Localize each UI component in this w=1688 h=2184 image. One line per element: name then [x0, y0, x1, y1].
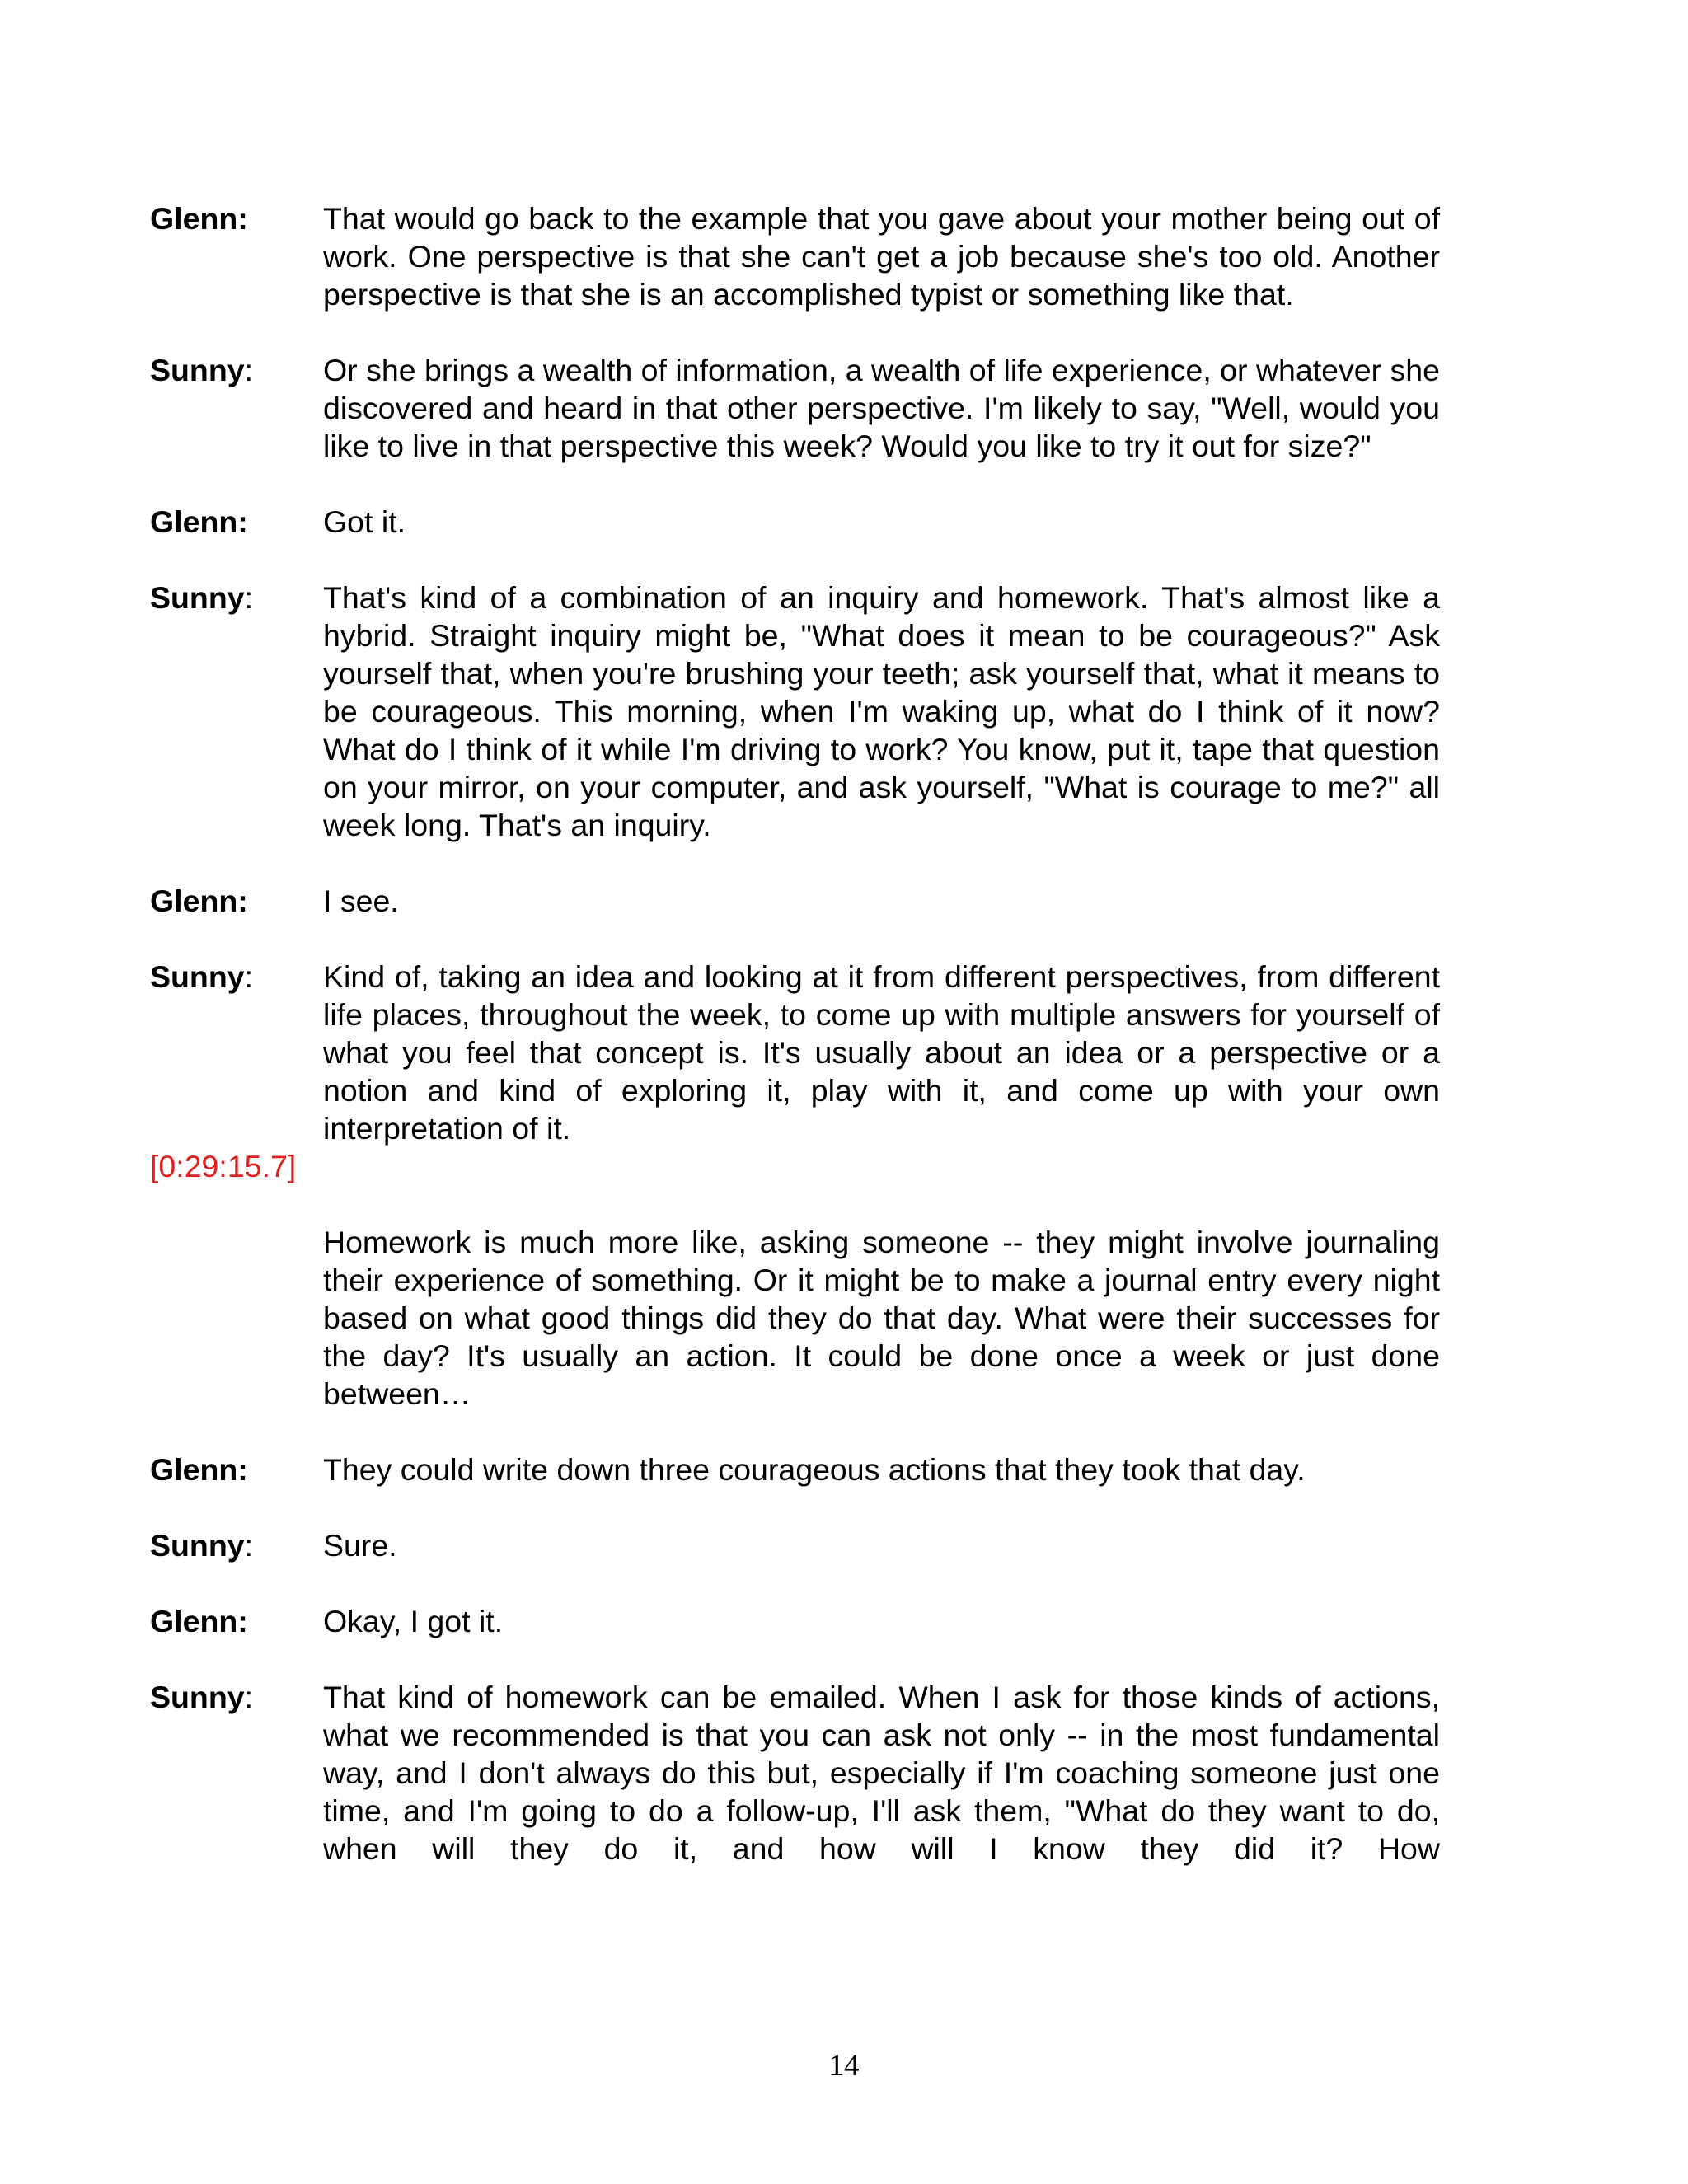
speech-text: Or she brings a wealth of information, a wealth of life experience, or whatever she discovered and heard in that other perspective. I'm likely to say, "Well, would you like to live in that perspective this week? Would you like to try it out for size?": [323, 353, 1440, 463]
speech-text: Sure.: [323, 1528, 397, 1563]
speaker-name: Sunny: [150, 353, 245, 387]
page-number: 14: [828, 2049, 860, 2083]
speech-text: That kind of homework can be emailed. When I ask for those kinds of actions, what we recommended is that you can ask not only -- in the most fundamental way, and I don't always do this but, especially if I'm coaching someone just one time, and I'm going to do a follow-up, I'll ask them, "What do they want to do, when will they do it, and how will I know they did it? How: [323, 1680, 1440, 1866]
speaker-label: [150, 503, 323, 541]
speaker-name: Glenn: [150, 883, 238, 918]
speaker-label: [150, 579, 323, 616]
speaker-label: [150, 351, 323, 389]
speaker-colon: :: [244, 1680, 254, 1714]
speaker-name: Glenn: [150, 504, 238, 539]
speaker-colon: :: [237, 201, 248, 236]
speaker-name: Glenn: [150, 1604, 238, 1638]
transcript: [150, 199, 1440, 1905]
speech-text: That would go back to the example that you gave about your mother being out of work. One perspective is that she can't get a job because she's too old. Another perspective is that she is an accomplished typist or something like that.: [323, 201, 1440, 312]
speech-text: Homework is much more like, asking someone -- they might involve journaling their experience of something. Or it might be to make a journal entry every night based on what good things did they do that day. What were their successes for the day? It's usually an action. It could be done once a week or just done between…: [323, 1225, 1440, 1411]
dialogue-entry: [150, 1526, 1440, 1564]
speaker-name: Sunny: [150, 580, 245, 615]
speaker-name: Sunny: [150, 959, 245, 994]
speaker-colon: :: [237, 504, 248, 539]
dialogue-entry: [150, 351, 1440, 465]
speaker-colon: :: [244, 353, 254, 387]
speaker-name: Sunny: [150, 1680, 245, 1714]
dialogue-entry: [150, 199, 1440, 313]
speech-text: That's kind of a combination of an inquiry and homework. That's almost like a hybrid. Straight inquiry might be, "What does it mean to be courageous?" Ask yourself that, when you're brushing your teeth; ask yourself that, what it means to be courageous. This morning, when I'm waking up, what do I think of it now? What do I think of it while I'm driving to work? You know, put it, tape that question on your mirror, on your computer, and ask yourself, "What is courage to me?" all week long. That's an inquiry.: [323, 580, 1440, 842]
speaker-name: Glenn: [150, 201, 238, 236]
speaker-label: [150, 958, 323, 996]
speaker-colon: :: [244, 1528, 254, 1563]
speaker-label: [150, 882, 323, 920]
speaker-colon: :: [244, 580, 254, 615]
dialogue-entry: [150, 579, 1440, 844]
speaker-name: Glenn: [150, 1452, 238, 1487]
dialogue-entry: [150, 1223, 1440, 1413]
speaker-name: Sunny: [150, 1528, 245, 1563]
dialogue-entry: [150, 1678, 1440, 1868]
timestamp: [0:29:15.7]: [150, 1149, 297, 1183]
dialogue-entry: [150, 1451, 1440, 1488]
speaker-label: [150, 1451, 323, 1488]
dialogue-entry: [150, 503, 1440, 541]
dialogue-entry: [150, 1602, 1440, 1640]
speech-text: I see.: [323, 883, 399, 918]
speech-text: They could write down three courageous actions that they took that day.: [323, 1452, 1306, 1487]
speaker-colon: :: [237, 1604, 248, 1638]
speaker-label: [150, 1678, 323, 1716]
speech-text: Got it.: [323, 504, 406, 539]
speaker-label: [150, 199, 323, 237]
speaker-label: [150, 1602, 323, 1640]
dialogue-entry: [150, 958, 1440, 1147]
speaker-label: [150, 1526, 323, 1564]
speech-text: Kind of, taking an idea and looking at it from different perspectives, from different life places, throughout the week, to come up with multiple answers for yourself of what you feel that concept is. It's usually about an idea or a perspective or a notion and kind of exploring it, play with it, and come up with your own interpretation of it.: [323, 959, 1440, 1146]
timestamp-row: [150, 1147, 1440, 1185]
speaker-colon: :: [237, 1452, 248, 1487]
speech-text: Okay, I got it.: [323, 1604, 504, 1638]
speaker-colon: :: [237, 883, 248, 918]
dialogue-entry: [150, 882, 1440, 920]
speaker-colon: :: [244, 959, 254, 994]
